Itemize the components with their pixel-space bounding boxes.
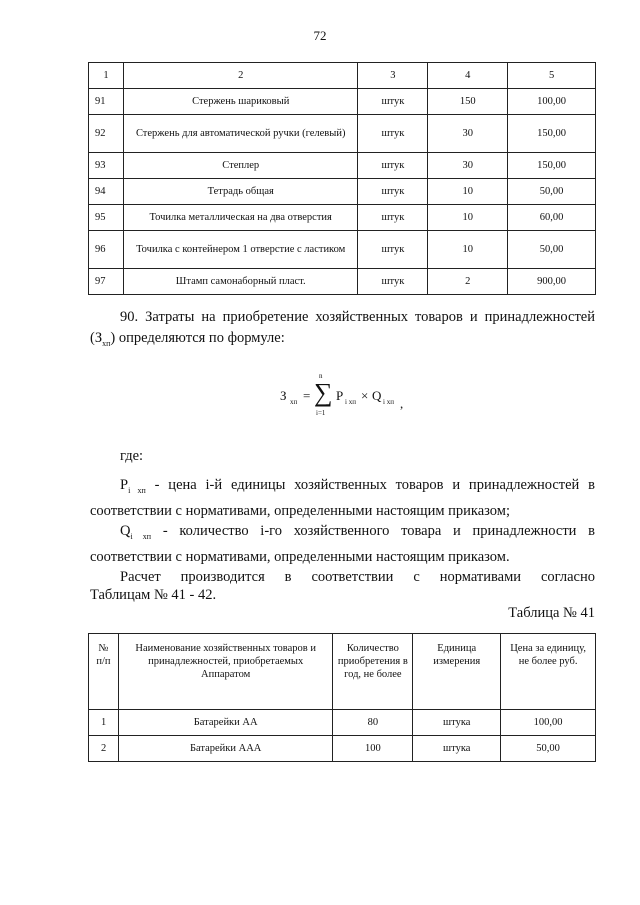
header-price: Цена за единицу, не более руб. — [501, 634, 596, 710]
header-unit: Единица измерения — [413, 634, 501, 710]
row-number: 1 — [89, 710, 119, 736]
item-unit: штук — [358, 269, 428, 295]
item-quantity: 2 — [428, 269, 508, 295]
item-price: 150,00 — [508, 115, 596, 153]
table-row — [89, 153, 596, 179]
paragraph-90-line2 — [90, 328, 595, 354]
item-quantity: 100 — [333, 736, 413, 762]
item-name: Тетрадь общая — [123, 179, 358, 205]
row-number: 91 — [89, 89, 124, 115]
where-label: где: — [120, 448, 144, 464]
formula-quantity-subscript: i хп — [383, 398, 394, 406]
formula-lhs: З — [280, 388, 287, 403]
header-quantity: Количество приобретения в год, не более — [333, 634, 413, 710]
table-row — [89, 736, 596, 762]
column-number-2: 2 — [123, 63, 358, 89]
item-price: 900,00 — [508, 269, 596, 295]
table-row — [89, 231, 596, 269]
item-price: 100,00 — [501, 710, 596, 736]
cost-formula — [280, 372, 420, 438]
calculation-line2: Таблицам № 41 - 42. — [90, 587, 217, 603]
calculation-line1: Расчет производится в соответствии с нормативами согласно — [120, 569, 595, 585]
item-name: Штамп самонаборный пласт. — [123, 269, 358, 295]
page-number: 72 — [313, 28, 327, 43]
item-quantity: 10 — [428, 179, 508, 205]
formula-times: × — [361, 388, 369, 403]
table-row — [89, 179, 596, 205]
table-row — [89, 115, 596, 153]
definition-quantity — [90, 521, 595, 568]
column-number-5: 5 — [508, 63, 596, 89]
header-name: Наименование хозяйственных товаров и принадлежностей, приобретаемых Аппаратом — [118, 634, 332, 710]
table-41-label: Таблица № 41 — [508, 605, 595, 621]
item-unit: штук — [358, 153, 428, 179]
formula-sum-sign: ∑ — [314, 378, 333, 407]
definition-price — [90, 475, 595, 522]
item-name: Батарейки ААА — [118, 736, 332, 762]
row-number: 94 — [89, 179, 124, 205]
definition-quantity-text: - количество i-го хозяйственного товара и принадлежности в соответствии с нормативами, определенными настоящим приказом. — [90, 523, 595, 565]
formula-lhs-subscript: хп — [290, 398, 298, 406]
column-number-3: 3 — [358, 63, 428, 89]
item-unit: штука — [413, 736, 501, 762]
symbol-z: (З — [90, 330, 103, 346]
item-price: 50,00 — [508, 231, 596, 269]
table-row — [89, 269, 596, 295]
item-name: Стержень шариковый — [123, 89, 358, 115]
formula-equals: = — [303, 388, 311, 403]
item-name: Точилка металлическая на два отверстия — [123, 205, 358, 231]
item-quantity: 80 — [333, 710, 413, 736]
item-quantity: 150 — [428, 89, 508, 115]
symbol-z-subscript: хп — [102, 338, 111, 348]
column-number-1: 1 — [89, 63, 124, 89]
row-number: 92 — [89, 115, 124, 153]
row-number: 97 — [89, 269, 124, 295]
item-quantity: 30 — [428, 153, 508, 179]
formula-quantity: Q — [372, 388, 382, 403]
table-41 — [88, 633, 596, 762]
paragraph-90-text: ) определяются по формуле: — [110, 330, 285, 346]
item-price: 100,00 — [508, 89, 596, 115]
item-quantity: 10 — [428, 231, 508, 269]
formula-sum-upper: n — [319, 372, 323, 380]
item-name: Батарейки АА — [118, 710, 332, 736]
item-price: 150,00 — [508, 153, 596, 179]
item-unit: штук — [358, 205, 428, 231]
item-quantity: 10 — [428, 205, 508, 231]
item-price: 60,00 — [508, 205, 596, 231]
item-quantity: 30 — [428, 115, 508, 153]
item-unit: штук — [358, 89, 428, 115]
supplies-table-continued — [88, 62, 596, 295]
table-header-row — [89, 63, 596, 89]
header-number: № п/п — [89, 634, 119, 710]
definition-price-symbol: P — [120, 477, 129, 493]
item-price: 50,00 — [501, 736, 596, 762]
formula-comma: , — [400, 396, 404, 411]
item-unit: штук — [358, 115, 428, 153]
item-unit: штук — [358, 231, 428, 269]
definition-price-subscript: i хп — [128, 485, 146, 495]
table-row — [89, 89, 596, 115]
formula-sum-lower: i=1 — [316, 409, 326, 417]
item-price: 50,00 — [508, 179, 596, 205]
row-number: 95 — [89, 205, 124, 231]
definition-quantity-subscript: i хп — [130, 531, 152, 541]
formula-price: P — [336, 388, 344, 403]
formula-price-subscript: i хп — [345, 398, 356, 406]
row-number: 2 — [89, 736, 119, 762]
item-unit: штука — [413, 710, 501, 736]
row-number: 96 — [89, 231, 124, 269]
definition-price-text: - цена i-й единицы хозяйственных товаров и принадлежностей в соответствии с нормативами, определенными настоящим приказом; — [90, 477, 595, 519]
table-header-row — [89, 634, 596, 710]
column-number-4: 4 — [428, 63, 508, 89]
item-name: Степлер — [123, 153, 358, 179]
item-name: Стержень для автоматической ручки (гелевый) — [123, 115, 358, 153]
paragraph-90-line1: 90. Затраты на приобретение хозяйственных товаров и принадлежностей — [120, 309, 595, 325]
item-name: Точилка с контейнером 1 отверстие с ластиком — [123, 231, 358, 269]
definition-quantity-symbol: Q — [120, 523, 131, 539]
table-row — [89, 710, 596, 736]
row-number: 93 — [89, 153, 124, 179]
table-row — [89, 205, 596, 231]
item-unit: штук — [358, 179, 428, 205]
